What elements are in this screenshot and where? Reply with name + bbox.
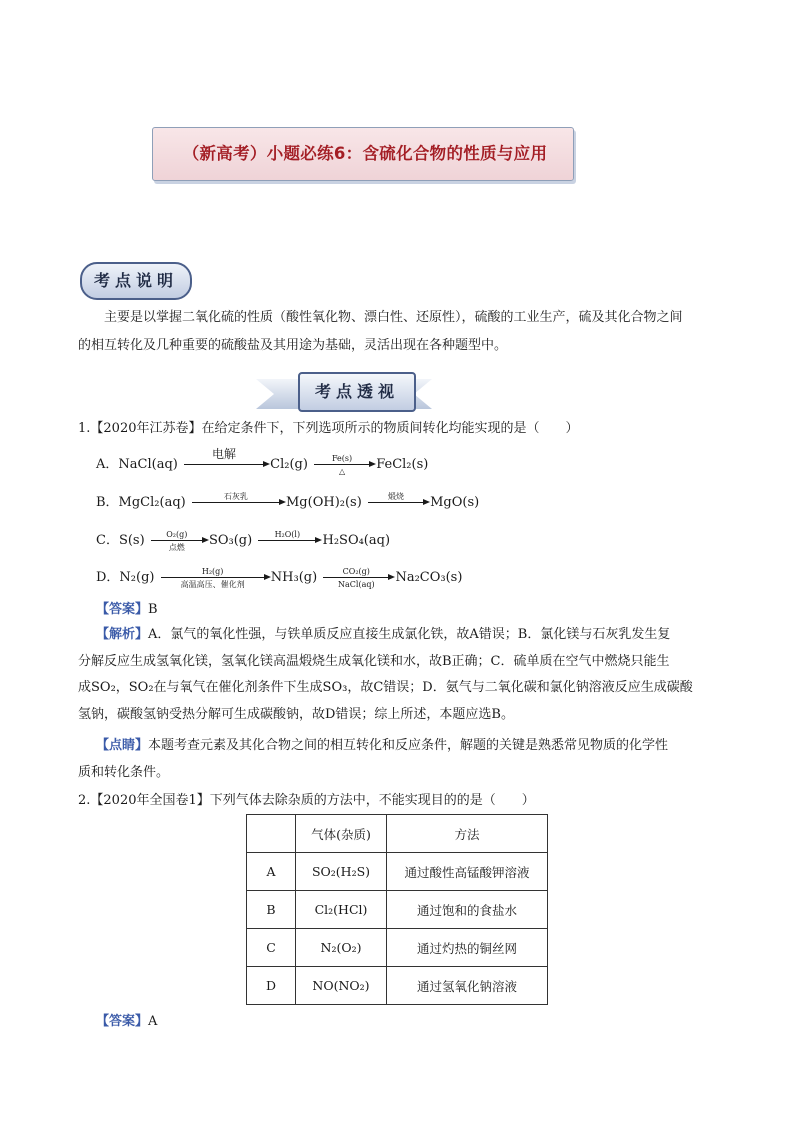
q1-option-b bbox=[96, 491, 479, 510]
q1-stem: 1.【2020年江苏卷】在给定条件下，下列选项所示的物质间转化均能实现的是（ ） bbox=[78, 421, 579, 436]
table-header-row bbox=[247, 815, 548, 853]
table-cell: 通过灼热的铜丝网 bbox=[387, 929, 548, 967]
arrow-condition: H₂(g) bbox=[201, 567, 224, 576]
comment-line-1: 本题考查元素及其化合物之间的相互转化和反应条件，解题的关键是熟悉常见物质的化学性 bbox=[148, 738, 669, 753]
table-cell: N₂(O₂) bbox=[296, 929, 387, 967]
table-cell: B bbox=[247, 891, 296, 929]
intro-paragraph bbox=[78, 304, 718, 360]
page-title: （新高考）小题必练6：含硫化合物的性质与应用 bbox=[182, 144, 548, 163]
option-c-end: H₂SO₄(aq) bbox=[322, 533, 391, 548]
option-b-end: MgO(s) bbox=[430, 495, 480, 510]
arrow-condition: Fe(s) bbox=[331, 454, 353, 463]
option-c-mid: SO₃(g) bbox=[208, 533, 253, 548]
analysis-line-4: 氢钠，碳酸氢钠受热分解可生成碳酸钠，故D错误；综上所述，本题应选B。 bbox=[78, 706, 514, 722]
analysis-line-2: 分解反应生成氢氧化镁，氢氧化镁高温煅烧生成氧化镁和水，故B正确；C．硫单质在空气中燃烧只能生 bbox=[78, 653, 670, 669]
q2-stem: 2.【2020年全国卷1】下列气体去除杂质的方法中，不能实现目的的是（ ） bbox=[78, 793, 535, 808]
reaction-arrow bbox=[368, 492, 424, 503]
arrow-condition: O₂(g) bbox=[166, 530, 188, 539]
table-cell: NO(NO₂) bbox=[296, 967, 387, 1005]
arrow-condition: NaCl(aq) bbox=[338, 580, 375, 589]
table-cell: 通过氢氧化钠溶液 bbox=[387, 967, 548, 1005]
table-cell: 通过酸性高锰酸钾溶液 bbox=[387, 853, 548, 891]
option-c-label: C．S(s) bbox=[96, 533, 145, 548]
table-header bbox=[247, 815, 296, 853]
answer-value: B bbox=[148, 602, 158, 617]
option-a-mid: Cl₂(g) bbox=[270, 457, 308, 472]
table-cell: SO₂(H₂S) bbox=[296, 853, 387, 891]
reaction-arrow bbox=[184, 447, 264, 465]
table-row bbox=[247, 967, 548, 1005]
arrow-condition: H₂O(l) bbox=[274, 530, 301, 539]
comment-line-2: 质和转化条件。 bbox=[78, 764, 170, 780]
reaction-arrow bbox=[161, 567, 265, 589]
reaction-arrow bbox=[314, 454, 370, 476]
table-cell: C bbox=[247, 929, 296, 967]
reaction-arrow bbox=[192, 492, 280, 503]
table-cell: 通过饱和的食盐水 bbox=[387, 891, 548, 929]
table-cell: Cl₂(HCl) bbox=[296, 891, 387, 929]
answer-tag: 【答案】 bbox=[96, 1014, 149, 1029]
section-badge-explain: 考点说明 bbox=[80, 262, 192, 300]
intro-line-2: 的相互转化及几种重要的硫酸盐及其用途为基础，灵活出现在各种题型中。 bbox=[78, 338, 508, 353]
q1-answer bbox=[96, 598, 158, 617]
answer-value: A bbox=[148, 1014, 158, 1029]
table-cell: D bbox=[247, 967, 296, 1005]
option-a-label: A．NaCl(aq) bbox=[96, 457, 178, 472]
arrow-condition: 石灰乳 bbox=[223, 492, 248, 501]
reaction-arrow bbox=[258, 530, 316, 541]
table-cell: A bbox=[247, 853, 296, 891]
q2-answer bbox=[96, 1010, 157, 1029]
analysis-line-1: A．氯气的氧化性强，与铁单质反应直接生成氯化铁，故A错误；B．氯化镁与石灰乳发生复 bbox=[148, 627, 671, 642]
option-a-end: FeCl₂(s) bbox=[376, 457, 429, 472]
q1-comment bbox=[78, 733, 718, 786]
arrow-condition: 电解 bbox=[211, 447, 236, 461]
q2-table bbox=[246, 814, 548, 1005]
arrow-condition: 高温高压、催化剂 bbox=[180, 580, 245, 589]
table-row bbox=[247, 853, 548, 891]
intro-line-1: 主要是以掌握二氧化硫的性质（酸性氧化物、漂白性、还原性），硫酸的工业生产，硫及其化合物之间 bbox=[104, 310, 683, 325]
option-b-label: B．MgCl₂(aq) bbox=[96, 495, 186, 510]
table-row bbox=[247, 929, 548, 967]
option-b-mid: Mg(OH)₂(s) bbox=[286, 495, 362, 510]
arrow-condition: △ bbox=[338, 467, 346, 476]
reaction-arrow bbox=[323, 567, 389, 589]
q1-option-d bbox=[96, 566, 463, 589]
table-header: 气体(杂质) bbox=[296, 815, 387, 853]
option-d-mid: NH₃(g) bbox=[270, 570, 318, 585]
table-header: 方法 bbox=[387, 815, 548, 853]
comment-tag: 【点睛】 bbox=[96, 738, 149, 753]
arrow-condition: 煅烧 bbox=[387, 492, 404, 501]
table-row bbox=[247, 891, 548, 929]
reaction-arrow bbox=[151, 530, 203, 552]
section-badge-analysis: 考点透视 bbox=[298, 372, 416, 412]
q1-option-a bbox=[96, 447, 429, 476]
analysis-line-3: 成SO₂，SO₂在与氧气在催化剂条件下生成SO₃，故C错误；D．氨气与二氧化碳和氯化钠溶液反应生成碳酸 bbox=[78, 680, 693, 695]
arrow-condition: CO₂(g) bbox=[342, 567, 370, 576]
answer-tag: 【答案】 bbox=[96, 602, 149, 617]
option-d-label: D．N₂(g) bbox=[96, 570, 155, 585]
analysis-tag: 【解析】 bbox=[96, 627, 149, 642]
arrow-condition: 点燃 bbox=[168, 543, 185, 552]
option-d-end: Na₂CO₃(s) bbox=[395, 570, 463, 585]
q1-option-c bbox=[96, 529, 391, 552]
q1-analysis bbox=[78, 622, 718, 728]
